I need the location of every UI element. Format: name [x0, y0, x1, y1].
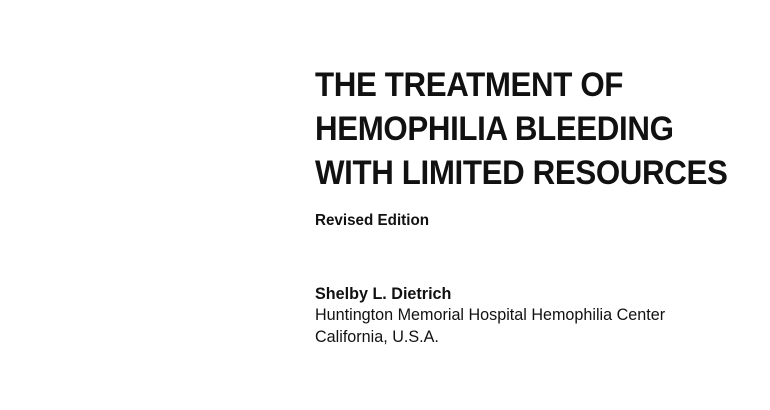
title-line: WITH LIMITED RESOURCES	[315, 154, 728, 192]
title-page-content	[315, 63, 755, 348]
edition-label: Revised Edition	[315, 212, 430, 229]
author-affiliation-line: Huntington Memorial Hospital Hemophilia Center	[315, 305, 666, 324]
author-location-line: California, U.S.A.	[315, 327, 439, 346]
title-line: HEMOPHILIA BLEEDING	[315, 110, 674, 148]
title-line: THE TREATMENT OF	[315, 66, 624, 104]
document-title	[315, 63, 728, 195]
author-name: Shelby L. Dietrich	[315, 284, 452, 303]
author-block	[315, 283, 755, 348]
